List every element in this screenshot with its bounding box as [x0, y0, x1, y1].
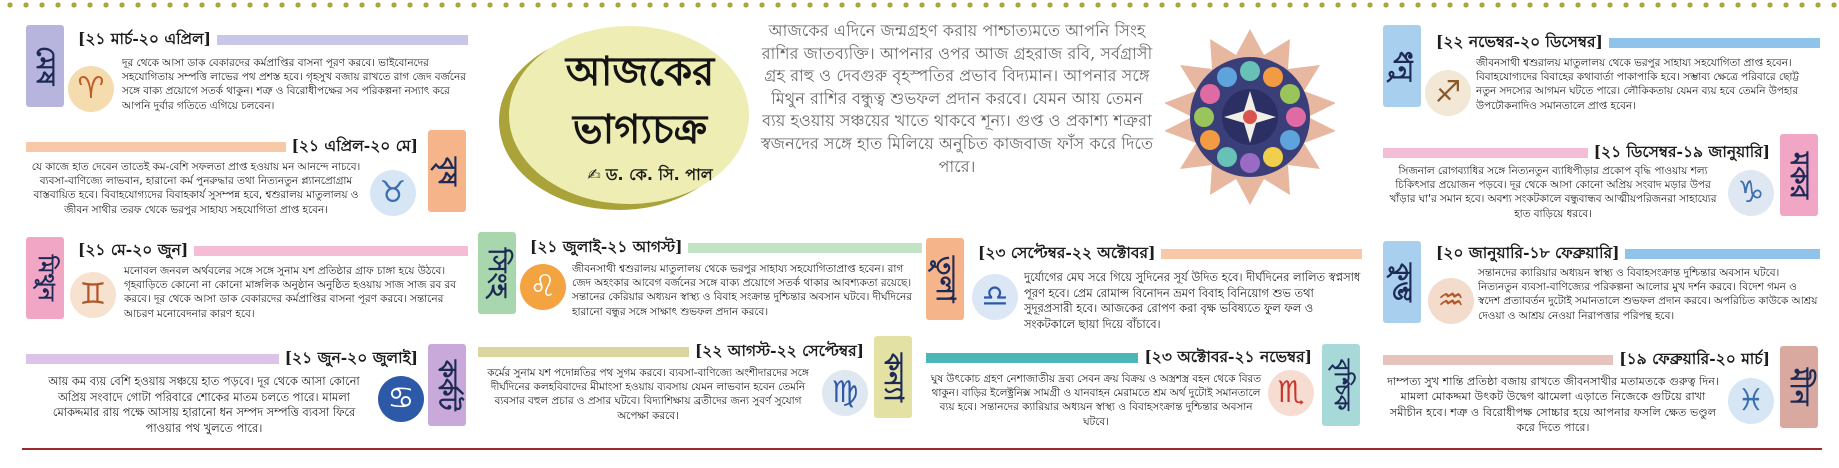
date-range: [২২ আগস্ট-২২ সেপ্টেম্বর] [689, 339, 870, 365]
date-range: [২২ নভেম্বর-২০ ডিসেম্বর] [1430, 30, 1609, 56]
sign-name: বৃষ [432, 156, 462, 186]
horoscope-text: আয় কম ব্যয় বেশি হওয়ায় সঞ্চয়ে হাত পড়বে। দূর থেকে আসা কোনো অপ্রিয় সংবাদে গোটা পরিবারে শোকের মাতম চলতে পারে। মামলা মোকদ্দমার রায় পক্ষে আসায় হারানো ধন সম্পদ সম্পত্তি ব্যবসা ফিরে পাওয়ার পথ খুলতে পারে। [48, 374, 360, 435]
date-bar [1383, 148, 1588, 158]
sign-tab-capricorn [1780, 134, 1818, 216]
sign-tab-leo [478, 232, 516, 314]
scorpio-icon: ♏ [1268, 370, 1314, 416]
date-range-row [1383, 348, 1776, 372]
date-range-row [524, 236, 922, 260]
sign-name: কর্কট [432, 359, 462, 411]
leo-icon: ♌ [520, 264, 566, 310]
horoscope-text: সন্তানদের ক্যারিয়ার অধ্যয়ন স্বাস্থ্য ও বিবাহসংক্রান্ত দুশ্চিন্তার অবসান ঘটবে। নিত্যনতুন ব্যবসা-বাণিজ্যের পরিকল্পনা আলোর মুখ দর্শন করবে। বিদেশ গমন ও স্বদেশ প্রত্যাবর্তন দুটোই সমানতালে শুভফল প্রদান করবে। অপরিচিত কাউকে আশ্রয় দেওয়া ও আশ্রয় নেওয়া নিরাপত্তার পরিপন্থ হবে। [1478, 267, 1818, 322]
sign-tab-taurus [428, 130, 466, 212]
date-range-row [72, 28, 468, 52]
zodiac-wheel-icon [1165, 26, 1335, 208]
horoscope-text: দুর্যোগের মেঘ সরে গিয়ে সুদিনের সূর্য উদিত হবে। দীর্ঘদিনের লালিত স্বপ্নসাধ পূরণ হবে। প্রেম রোমান্স বিনোদন ভ্রমণ বিবাহ বিনিয়োগ শুভ তথা সুদূরপ্রসারী হবে। আজকের রোপণ করা বৃক্ষ ভবিষ্যতে ফুল ফল ও সংকটকালে ছায়া দিয়ে বাঁচাবে। [1024, 270, 1361, 331]
sign-tab-pisces [1780, 346, 1818, 428]
date-range-row [26, 135, 424, 159]
horoscope-text: জীবনসাথী শ্বশুরালয় মাতুলালয় থেকে ভরপুর সাহায্য সহযোগিতাপ্রাপ্ত হবেন। রাগ জেদ অহংকার আবেগ বর্জনের সঙ্গে বাক্য প্রয়োগে সতর্ক থাকার আবশ্যকতা রয়েছে। সন্তানের কেরিয়ার অধ্যয়ন স্বাস্থ্য ও বিবাহ সংক্রান্ত দুশ্চিন্তার অবসান ঘটবে। দীর্ঘদিনের হারানো বন্ধুর সঙ্গে সাক্ষাৎ শুভফল প্রদান করবে। [572, 263, 912, 318]
date-bar [1161, 249, 1362, 259]
date-range: [২১ মে-২০ জুন] [72, 238, 194, 264]
date-range: [২৩ সেপ্টেম্বর-২২ অক্টোবর] [972, 241, 1161, 267]
horoscope-text: যে কাজে হাত দেবেন তাতেই কম-বেশি সফলতা প্রাপ্ত হওয়ায় মন আনন্দে নাচবে। ব্যবসা-বাণিজ্যে লাভবান, হারানো কর্ম পুনরুদ্ধার তথা নিত্যনতুন প্ল্যানপ্রোগ্রাম বাস্তবায়িত হবে। বিবাহযোগ্যদের বিবাহকার্য সুসম্পন্ন হবে, শ্বশুরালয় মাতুলালয় ও জীবন সাথীর তরফ থেকে ভরপুর সাহায্য সহযোগিতা প্রাপ্ত হবেন। [31, 161, 361, 216]
date-range-row [1383, 141, 1776, 165]
dotted-top-border [0, 0, 1839, 10]
sign-tab-libra [926, 238, 964, 320]
pen-icon: ✍ [587, 165, 606, 184]
date-range: [১৯ ফেব্রুয়ারি-২০ মার্চ] [1613, 347, 1776, 373]
date-range-row [1430, 242, 1820, 266]
capricorn-icon: ♑ [1728, 170, 1774, 216]
date-bar [217, 35, 468, 45]
date-range-row [926, 346, 1318, 370]
sagittarius-icon: ♐ [1425, 70, 1471, 116]
sign-tab-aries [26, 25, 64, 107]
date-bar [26, 354, 279, 364]
date-range-row [972, 242, 1362, 266]
sign-tab-cancer [428, 344, 466, 426]
page-title-line2: ভাগ্যচক্র [572, 106, 708, 153]
sign-name: মীন [1784, 368, 1814, 406]
date-range: [২১ জুলাই-২১ আগস্ট] [524, 235, 688, 261]
sign-name: কুম্ভ [1387, 262, 1417, 302]
libra-icon: ♎ [972, 274, 1018, 320]
horoscope-text: সিজনাল রোগব্যাধির সঙ্গে নিত্যনতুন ব্যাধিপীড়ার প্রকোপ বৃদ্ধি পাওয়ায় শল্য চিকিৎসার প্রয়োজন পড়বে। দূর থেকে আসা কোনো অপ্রিয় সংবাদ মড়ার উপর খাঁড়ার ঘা'র সমান হবে। অবশ্য সংকটকালে বন্ধুবান্ধব আত্মীয়পরিজনরা সাহায্যের হাত বাড়িয়ে ধরবে। [1389, 165, 1717, 220]
sign-tab-aquarius [1383, 241, 1421, 323]
sign-name: মেষ [30, 46, 60, 86]
sign-name: কন্যা [878, 352, 908, 402]
bottom-rule [22, 448, 1822, 450]
date-bar [926, 353, 1138, 363]
date-range: [২০ জানুয়ারি-১৮ ফেব্রুয়ারি] [1430, 241, 1625, 267]
sign-tab-virgo [874, 336, 912, 418]
date-range-row [478, 340, 870, 364]
date-range: [২১ জুন-২০ জুলাই] [279, 346, 424, 372]
sign-name: তুলা [930, 255, 960, 303]
date-bar [194, 246, 468, 256]
page-title-line1: আজকের [565, 48, 715, 95]
horoscope-text: মনোবল জনবল অর্থবলের সঙ্গে সঙ্গে সুনাম যশ প্রতিষ্ঠার গ্রাফ চাঙ্গা হয়ে উঠবে। গৃহবাড়িতে কোনো না কোনো মাঙ্গলিক অনুষ্ঠান অনুষ্ঠিত হওয়ায় সাজ সাজ রব রব করবে। দূর থেকে আসা ডাক বেকারদের কর্মপ্রাপ্তির বাসনা পূরণ করবে। সন্তানের আচরণ মনোবেদনার কারণ হবে। [124, 265, 457, 320]
date-range: [২১ এপ্রিল-২০ মে] [286, 134, 424, 160]
taurus-icon: ♉ [370, 170, 416, 216]
date-bar [1625, 249, 1820, 259]
date-bar [688, 243, 922, 253]
author-name: ড. কে. সি. পাল [605, 165, 713, 184]
sign-name: সিংহ [482, 248, 512, 298]
aquarius-icon: ♒ [1428, 278, 1474, 324]
cancer-icon: ♋ [378, 376, 424, 422]
date-range: [২৩ অক্টোবর-২১ নভেম্বর] [1138, 345, 1318, 371]
birthday-intro: আজকের এদিনে জন্মগ্রহণ করায় পাশ্চাত্যমতে আপনি সিংহ রাশির জাতব্যক্তি। আপনার ওপর আজ গ্রহরাজ রবি, সর্বগ্রাসী গ্রহ রাহু ও দেবগুরু বৃহস্পতির প্রভাব বিদ্যমান। আপনার সঙ্গে মিথুন রাশির বন্ধুত্ব শুভফল প্রদান করবে। যেমন আয় তেমন ব্যয় হওয়ায় সঞ্চয়ের খাতে থাকবে শূন্য। গুপ্ত ও প্রকাশ্য শত্রুরা স্বজনদের সঙ্গে হাত মিলিয়ে অনুচিত কাজবাজ ফাঁস করে দিতে পারে। [760, 21, 1154, 176]
horoscope-text: ঘুষ উৎকোচ গ্রহণ নেশাজাতীয় দ্রব্য সেবন ক্রয় বিক্রয় ও অস্ত্রশস্ত্র বহন থেকে বিরত থাকুন। বাড়ির ইলেক্ট্রনিক্স সামগ্রী ও যানবাহন মেরামতে শ্রম অর্থ দুটোই সমানতালে ব্যয় হবে। সন্তানদের ক্যারিয়ার অধ্যয়ন স্বাস্থ্য ও বিবাহসংক্রান্ত দুশ্চিন্তার অবসান ঘটবে। [930, 373, 1262, 428]
date-range-row [1430, 31, 1820, 55]
sign-tab-scorpio [1322, 344, 1360, 426]
sign-name: মকর [1784, 151, 1814, 199]
horoscope-text: কর্মের সুনাম যশ পদোন্নতির পথ সুগম করবে। ব্যবসা-বাণিজ্যে অংশীদারদের সঙ্গে দীর্ঘদিনের কলহবিবাদের মীমাংসা হওয়ায় ব্যবসায় যেমন লাভবান হবেন তেমনি ব্যবসার বহুল প্রচার ও প্রসার ঘটবে। বিদ্যাশিক্ষায় ব্রতীদের জন্য সুবর্ণ সুযোগ অপেক্ষা করবে। [487, 367, 809, 422]
sign-tab-sagittarius [1383, 25, 1421, 107]
sign-tab-gemini [26, 237, 64, 319]
horoscope-text: দাম্পত্য সুখ শান্তি প্রতিষ্ঠা বজায় রাখতে জীবনসাথীর মতামতকে গুরুত্ব দিন। মামলা মোকদ্দমা উৎকট উদ্বেগ ঝামেলা এড়াতে নিজেকে গুটিয়ে রাখা সমীচীন হবে। শত্রু ও বিরোধীপক্ষ সোচ্চার হয়ে আপনার ফসলি ক্ষেত ভণ্ডুল করে দিতে পারে। [1387, 375, 1719, 435]
sign-name: বৃশ্চিক [1329, 359, 1354, 411]
date-range: [২১ ডিসেম্বর-১৯ জানুয়ারি] [1588, 140, 1776, 166]
date-bar [478, 347, 689, 357]
gemini-icon: ♊ [70, 272, 116, 318]
date-range: [২১ মার্চ-২০ এপ্রিল] [72, 27, 217, 53]
sign-name: ধনু [1387, 50, 1417, 82]
date-range-row [72, 239, 468, 263]
horoscope-text: দূর থেকে আসা ডাক বেকারদের কর্মপ্রাপ্তির বাসনা পূরণ করবে। ভাইবোনদের সহযোগিতায় সম্পত্তি লাভের পথ প্রশস্ত হবে। গৃহসুখ বজায় রাখতে রাগ জেদ বর্জনের সঙ্গে বাক্য প্রয়োগে সতর্ক থাকুন। শত্রু ও বিরোধীপক্ষের সব পরিকল্পনা নস্যাৎ করে আপনি দুর্বার গতিতে এগিয়ে চলবেন। [122, 57, 466, 112]
date-range-row [26, 347, 424, 371]
virgo-icon: ♍ [822, 370, 868, 416]
date-bar [1609, 38, 1820, 48]
horoscope-text: জীবনসাথী শ্বশুরালয় মাতুলালয় থেকে ভরপুর সাহায্য সহযোগিতা প্রাপ্ত হবেন। বিবাহযোগ্যদের বিবাহের কথাবার্তা পাকাপাকি হবে। সম্ভাব্য ক্ষেত্রে পরিবারে ছোট্ট নতুন সদস্যের আগমন ঘটতে পারে। লৌকিকতায় যেমন ব্যয় হবে তেমনি উপহার উপঢৌকনাদিও সমানতালে প্রাপ্ত হবেন। [1476, 57, 1799, 112]
date-bar [26, 142, 286, 152]
author-byline [545, 162, 755, 189]
aries-icon: ♈ [68, 66, 114, 112]
pisces-icon: ♓ [1728, 378, 1774, 424]
date-bar [1383, 355, 1613, 365]
sign-name: মিথুন [33, 255, 58, 301]
